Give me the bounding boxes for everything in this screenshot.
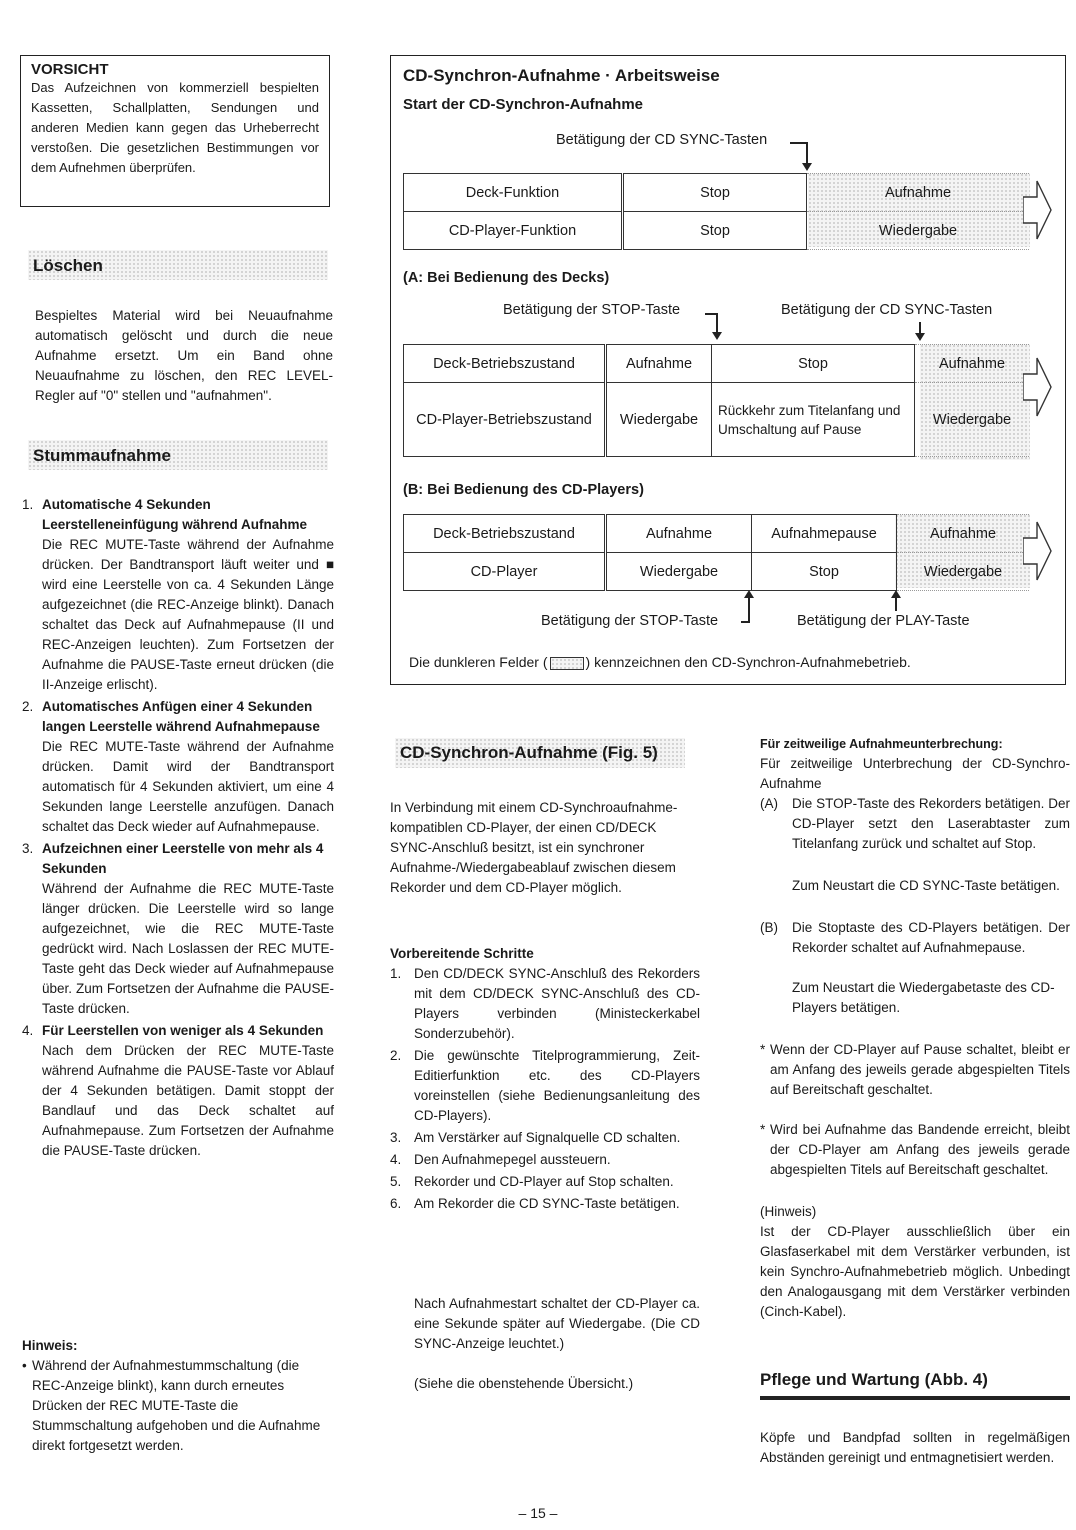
b-marker1-label: Betätigung der STOP-Taste bbox=[541, 613, 719, 629]
item-title: Automatisches Anfügen einer 4 Sekunden langen Leerstelle während Aufnahmepause bbox=[42, 699, 320, 734]
a-title: (A: Bei Bedienung des Decks) bbox=[403, 270, 610, 286]
pflege-text: Köpfe und Bandpfad sollten in regelmäßigen Abständen gereinigt und entmagnetisiert werden. bbox=[760, 1430, 1070, 1465]
arrowhead-icon bbox=[712, 332, 722, 340]
table-cell: Aufnahme bbox=[606, 345, 712, 383]
item-number: 1. bbox=[22, 497, 34, 512]
interrupt-hinweis-title: (Hinweis) bbox=[760, 1204, 817, 1219]
box-subtitle: Start der CD-Synchron-Aufnahme bbox=[403, 96, 644, 113]
interrupt-intro: Für zeitweilige Unterbrechung der CD-Synchro-Aufnahme bbox=[760, 756, 1070, 791]
table-cell: Wiedergabe bbox=[915, 383, 1030, 457]
item-number: 3. bbox=[22, 841, 34, 856]
caution-text: Das Aufzeichnen von kommerziell bespielten Kassetten, Schallplatten, Sendungen und anderen Medien kann gegen das Urheberrecht verstoßen. Die gesetzlichen Bestimmungen vor dem Aufnehmen überprüfen. bbox=[31, 80, 319, 175]
cdsync-intro: In Verbindung mit einem CD-Synchroaufnahme-kompatiblen CD-Player, der einen CD/DECK SYNC-Anschluß besitzt, ist ein synchroner Aufnahme-/Wiedergabeablauf zwischen diesem Rekorder und dem CD-Player möglich. bbox=[390, 800, 678, 895]
table-cell: Stop bbox=[623, 212, 807, 250]
interrupt-star1: Wenn der CD-Player auf Pause schaltet, bleibt er am Anfang des jeweils gerade abgespielten Titels auf Bereitschaft geschaltet. bbox=[770, 1042, 1070, 1097]
interrupt-a-sub: Zum Neustart die CD SYNC-Taste betätigen. bbox=[792, 878, 1060, 893]
interrupt-a-text: Die STOP-Taste des Rekorders betätigen. Der CD-Player setzt den Laserabtaster zum Titelanfang zurück und schaltet auf Stop. bbox=[792, 796, 1070, 851]
table-cell: CD-Player-Betriebszustand bbox=[404, 383, 606, 457]
item-body: Die gewünschte Titelprogrammierung, Zeit-Editierfunktion etc. des CD-Players voreinstellen (siehe Bedienungsanleitung des CD-Players). bbox=[414, 1048, 700, 1123]
b-title: (B: Bei Bedienung des CD-Players) bbox=[403, 482, 644, 498]
item-title: Für Leerstellen von weniger als 4 Sekunden bbox=[42, 1023, 324, 1038]
item-body: Die REC MUTE-Taste während der Aufnahme drücken. Damit wird der Bandtransport automatisch für 4 Sekunden aktiviert, um eine 4 Sekunden lange Leerstelle anzufügen. Danach schaltet das Deck wieder auf Aufnahmepause. bbox=[42, 739, 334, 834]
a-table bbox=[403, 344, 1029, 457]
item-body: Den Aufnahmepegel aussteuern. bbox=[414, 1152, 611, 1167]
table-cell: Wiedergabe bbox=[897, 553, 1030, 591]
table-cell: Aufnahme bbox=[897, 515, 1030, 553]
box-title: CD-Synchron-Aufnahme · Arbeitsweise bbox=[403, 66, 720, 85]
table-cell: Wiedergabe bbox=[606, 553, 752, 591]
list-item bbox=[22, 839, 334, 1019]
start-table bbox=[403, 173, 1029, 250]
asterisk-icon: * bbox=[760, 1122, 766, 1137]
note-post: ) kennzeichnen den CD-Synchron-Aufnahmebetrieb. bbox=[585, 654, 911, 670]
item-title: Automatische 4 Sekunden Leerstelleneinfügung während Aufnahme bbox=[42, 497, 308, 532]
caution-box bbox=[20, 55, 330, 207]
interrupt-title: Für zeitweilige Aufnahmeunterbrechung: bbox=[760, 737, 1003, 751]
marker-line bbox=[895, 597, 897, 611]
table-cell: Aufnahmepause bbox=[752, 515, 897, 553]
sync-overview-box bbox=[390, 55, 1066, 685]
note-pre: Die dunkleren Felder ( bbox=[409, 654, 548, 670]
item-number: 2. bbox=[390, 1048, 402, 1063]
hinweis-body: Während der Aufnahmestummschaltung (die REC-Anzeige blinkt), kann durch erneutes Drücken der REC MUTE-Taste die Stummschaltung aufgehoben und die Aufnahme direkt fortgesetzt werden. bbox=[32, 1358, 321, 1453]
list-item bbox=[390, 1046, 700, 1126]
pflege-heading: Pflege und Wartung (Abb. 4) bbox=[760, 1370, 1070, 1400]
table-cell: CD-Player bbox=[404, 553, 606, 591]
interrupt-b-text: Die Stoptaste des CD-Players betätigen. Der Rekorder schaltet auf Aufnahmepause. bbox=[792, 920, 1070, 955]
list-item bbox=[390, 1128, 700, 1148]
marker-line bbox=[716, 313, 718, 333]
table-cell: Stop bbox=[712, 345, 915, 383]
interrupt-b-sub: Zum Neustart die Wiedergabetaste des CD-Players betätigen. bbox=[792, 980, 1055, 1015]
table-cell: Aufnahme bbox=[807, 174, 1030, 212]
item-body: Rekorder und CD-Player auf Stop schalten. bbox=[414, 1174, 674, 1189]
list-item bbox=[22, 495, 334, 695]
list-item bbox=[390, 1150, 700, 1170]
table-cell: Aufnahme bbox=[606, 515, 752, 553]
item-body: Den CD/DECK SYNC-Anschluß des Rekorders mit dem CD/DECK SYNC-Anschluß des CD-Players verbinden (Ministeckerkabel Sonderzubehör). bbox=[414, 966, 700, 1041]
interrupt-star2: Wird bei Aufnahme das Bandende erreicht, bleibt der CD-Player am Anfang des jeweils gerade abgespielten Titels auf Bereitschaft geschaltet. bbox=[770, 1122, 1070, 1177]
arrowhead-icon bbox=[802, 163, 812, 171]
table-cell: Rückkehr zum Titelanfang und Umschaltung auf Pause bbox=[712, 383, 915, 457]
list-item bbox=[22, 697, 334, 837]
item-title: Aufzeichnen einer Leerstelle von mehr als 4 Sekunden bbox=[42, 841, 324, 876]
item-body: Während der Aufnahme die REC MUTE-Taste länger drücken. Die Leerstelle wird so lange aufgezeichnet, wie die REC MUTE-Taste gedrückt wird. Nach Loslassen der REC MUTE-Taste geht das Deck wieder auf Aufnahmepause über. Zum Fortsetzen der Aufnahme die PAUSE-Taste drücken. bbox=[42, 881, 334, 1016]
list-item bbox=[390, 1194, 700, 1214]
legend-swatch bbox=[550, 657, 584, 670]
item-number: 4. bbox=[390, 1152, 402, 1167]
loeschen-heading: Löschen bbox=[33, 256, 103, 275]
table-cell: Aufnahme bbox=[915, 345, 1030, 383]
item-number: 4. bbox=[22, 1023, 34, 1038]
steps-list bbox=[390, 964, 700, 1216]
marker-line bbox=[806, 142, 808, 164]
b-table bbox=[403, 514, 1029, 591]
hinweis-text bbox=[22, 1356, 332, 1456]
list-item bbox=[22, 1021, 334, 1161]
arrowhead-icon bbox=[915, 333, 925, 341]
table-cell: Stop bbox=[623, 174, 807, 212]
item-body: Nach dem Drücken der REC MUTE-Taste während Aufnahme die PAUSE-Taste vor Ablauf der 4 Sekunden betätigen. Damit stoppt der Bandlauf und das Deck schaltet auf Aufnahmepause. Zum Fortsetzen der Aufnahme die PAUSE-Taste drücken. bbox=[42, 1043, 334, 1158]
arrow-right-icon bbox=[1023, 520, 1053, 582]
table-cell: Wiedergabe bbox=[606, 383, 712, 457]
steps-title: Vorbereitende Schritte bbox=[390, 946, 534, 961]
hinweis-title: Hinweis: bbox=[22, 1338, 78, 1353]
page-number: – 15 – bbox=[518, 1505, 558, 1521]
list-item bbox=[390, 1172, 700, 1192]
interrupt-b-label: (B) bbox=[760, 920, 778, 935]
marker-line bbox=[741, 621, 750, 623]
table-cell: Deck-Betriebszustand bbox=[404, 515, 606, 553]
item-number: 2. bbox=[22, 699, 34, 714]
item-number: 1. bbox=[390, 966, 402, 981]
stumm-heading: Stummaufnahme bbox=[33, 446, 171, 465]
item-number: 6. bbox=[390, 1196, 402, 1211]
arrow-right-icon bbox=[1023, 356, 1053, 418]
a-marker1-label: Betätigung der STOP-Taste bbox=[503, 302, 681, 318]
table-cell: Deck-Betriebszustand bbox=[404, 345, 606, 383]
caution-title: VORSICHT bbox=[31, 61, 109, 78]
item-body: Am Verstärker auf Signalquelle CD schalten. bbox=[414, 1130, 681, 1145]
table-cell: Wiedergabe bbox=[807, 212, 1030, 250]
loeschen-text: Bespieltes Material wird bei Neuaufnahme automatisch gelöscht und durch die neue Aufnahme ersetzt. Um ein Band ohne Neuaufnahme zu löschen, den REC LEVEL-Regler auf "0" stellen und "aufnahmen". bbox=[35, 308, 333, 403]
interrupt-a-label: (A) bbox=[760, 796, 778, 811]
marker-line bbox=[748, 597, 750, 622]
table-cell: Stop bbox=[752, 553, 897, 591]
stumm-list bbox=[22, 495, 334, 1163]
b-marker2-label: Betätigung der PLAY-Taste bbox=[797, 613, 970, 629]
cdsync-see: (Siehe die obenstehende Übersicht.) bbox=[414, 1376, 634, 1391]
interrupt-hinweis-text: Ist der CD-Player ausschließlich über ein Glasfaserkabel mit dem Verstärker verbunden, ist kein Synchro-Aufnahmebetrieb möglich. Unbedingt den Analogausgang mit dem Verstärker verbinden (Cinch-Kabel). bbox=[760, 1224, 1070, 1319]
item-body: Am Rekorder die CD SYNC-Taste betätigen. bbox=[414, 1196, 680, 1211]
cdsync-after: Nach Aufnahmestart schaltet der CD-Player ca. eine Sekunde später auf Wiedergabe. (Die CD SYNC-Anzeige leuchtet.) bbox=[414, 1296, 700, 1351]
table-cell: Deck-Funktion bbox=[404, 174, 623, 212]
arrow-right-icon bbox=[1023, 179, 1053, 241]
list-item bbox=[390, 964, 700, 1044]
item-number: 3. bbox=[390, 1130, 402, 1145]
bullet-icon: • bbox=[22, 1358, 27, 1373]
item-body: Die REC MUTE-Taste während der Aufnahme drücken. Der Bandtransport läuft weiter und ■ wird eine Leerstelle von ca. 4 Sekunden Länge aufgezeichnet (die REC-Anzeige blinkt). Danach schaltet das Deck auf Aufnahmepause (II und REC-Anzeigen leuchten). Zum Fortsetzen der Aufnahme die PAUSE-Taste erneut drücken (die II-Anzeige erlischt). bbox=[42, 537, 334, 692]
asterisk-icon: * bbox=[760, 1042, 766, 1057]
item-number: 5. bbox=[390, 1174, 402, 1189]
a-marker2-label: Betätigung der CD SYNC-Tasten bbox=[781, 302, 993, 318]
legend-note bbox=[409, 654, 911, 670]
table-cell: CD-Player-Funktion bbox=[404, 212, 623, 250]
start-marker-label: Betätigung der CD SYNC-Tasten bbox=[556, 132, 768, 148]
cdsync-heading: CD-Synchron-Aufnahme (Fig. 5) bbox=[400, 743, 658, 762]
